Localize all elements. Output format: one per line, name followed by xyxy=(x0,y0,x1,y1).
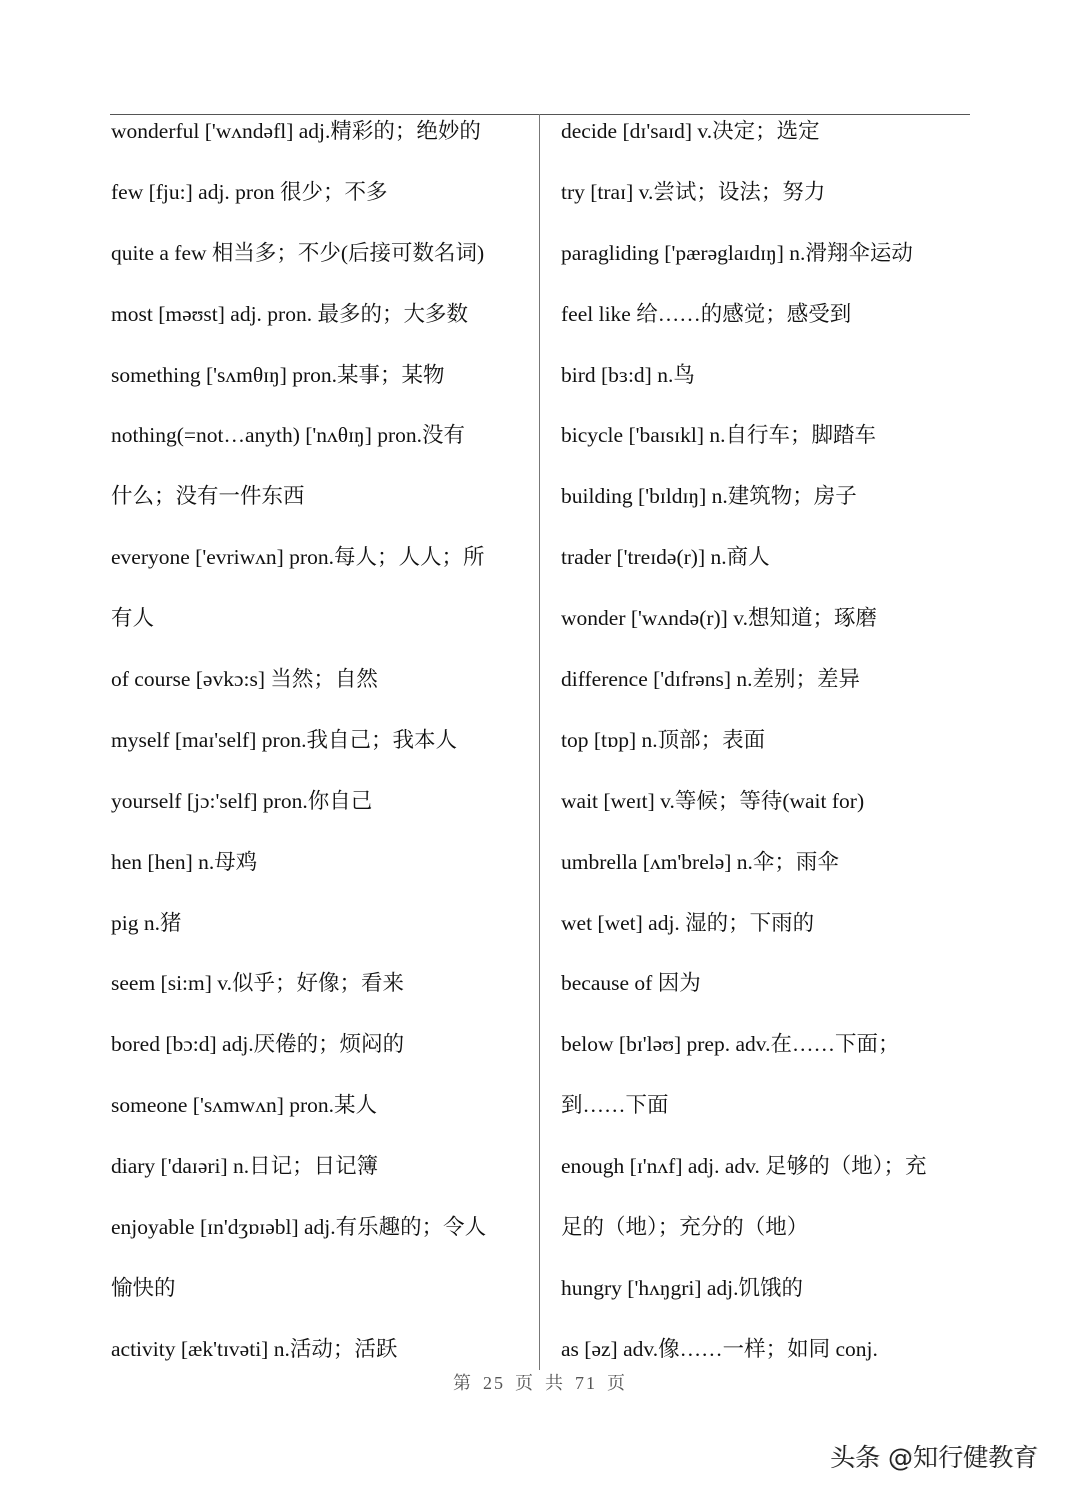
vocab-line: something ['sʌmθɪŋ] pron.某事；某物 xyxy=(111,362,445,387)
vocab-line: decide [dɪ'saɪd] v.决定；选定 xyxy=(561,119,820,143)
vocab-line: of course [əvkɔ:s] 当然；自然 xyxy=(111,667,378,692)
vocab-line: try [traɪ] v.尝试；设法；努力 xyxy=(561,179,826,204)
current-page-number: 25 xyxy=(483,1373,505,1393)
vocab-line: wet [wet] adj. 湿的；下雨的 xyxy=(561,910,815,935)
vocab-line: pig n.猪 xyxy=(111,910,182,935)
column-divider xyxy=(539,114,540,1370)
vocab-line: wonderful ['wʌndəfl] adj.精彩的；绝妙的 xyxy=(111,119,481,143)
vocab-line: quite a few 相当多；不少(后接可数名词) xyxy=(111,240,485,265)
vocab-line: building ['bɪldɪŋ] n.建筑物；房子 xyxy=(561,484,857,509)
vocab-line: everyone ['evriwʌn] pron.每人；人人；所 xyxy=(111,545,485,570)
footer-ye: 页 xyxy=(607,1373,627,1393)
footer-gong: 共 xyxy=(545,1373,565,1393)
vocab-line: hen [hen] n.母鸡 xyxy=(111,849,258,874)
right-column xyxy=(561,101,976,1380)
vocab-line: below [bɪ'ləʊ] prep. adv.在……下面； xyxy=(561,1032,900,1057)
vocab-line: 什么；没有一件东西 xyxy=(111,484,305,509)
vocab-line: diary ['daɪəri] n.日记；日记簿 xyxy=(111,1154,379,1179)
vocab-line: 足的（地）；充分的（地） xyxy=(561,1215,809,1240)
vocab-line: 愉快的 xyxy=(111,1275,176,1300)
vocab-line: as [əz] adv.像……一样；如同 conj. xyxy=(561,1336,878,1361)
footer-ye: 页 xyxy=(515,1373,535,1393)
vocab-line: most [məʊst] adj. pron. 最多的；大多数 xyxy=(111,301,468,326)
footer-di: 第 xyxy=(453,1373,473,1393)
vocab-line: difference ['dɪfrəns] n.差别；差异 xyxy=(561,667,861,692)
vocab-line: wonder ['wʌndə(r)] v.想知道；琢磨 xyxy=(561,606,877,631)
vocab-line: few [fju:] adj. pron 很少；不多 xyxy=(111,179,388,204)
vocab-line: umbrella [ʌm'brelə] n.伞；雨伞 xyxy=(561,849,839,874)
vocab-line: bicycle ['baɪsɪkl] n.自行车；脚踏车 xyxy=(561,423,876,448)
vocab-line: seem [si:m] v.似乎；好像；看来 xyxy=(111,971,405,996)
vocab-line: myself [maɪ'self] pron.我自己；我本人 xyxy=(111,727,458,752)
vocab-line: someone ['sʌmwʌn] pron.某人 xyxy=(111,1093,378,1118)
watermark: 头条 @知行健教育 xyxy=(830,1443,1038,1472)
vocab-line: nothing(=not…anyth) ['nʌθɪŋ] pron.没有 xyxy=(111,423,466,448)
vocab-line: enough [ɪ'nʌf] adj. adv. 足够的（地）；充 xyxy=(561,1154,927,1179)
vocab-line: because of 因为 xyxy=(561,971,701,996)
vocab-line: feel like 给……的感觉；感受到 xyxy=(561,301,852,326)
left-column xyxy=(111,101,531,1380)
vocab-line: yourself [jɔ:'self] pron.你自己 xyxy=(111,788,373,813)
vocab-line: hungry ['hʌŋgri] adj.饥饿的 xyxy=(561,1275,804,1300)
vocab-line: enjoyable [ɪn'dʒɒɪəbl] adj.有乐趣的；令人 xyxy=(111,1215,487,1240)
vocab-line: paragliding ['pærəglaɪdɪŋ] n.滑翔伞运动 xyxy=(561,240,913,265)
vocab-line: 有人 xyxy=(111,606,155,631)
vocab-line: trader ['treɪdə(r)] n.商人 xyxy=(561,545,770,570)
vocab-line: wait [weɪt] v.等候；等待(wait for) xyxy=(561,788,865,813)
vocab-line: top [tɒp] n.顶部；表面 xyxy=(561,727,766,752)
page-footer xyxy=(0,1369,1080,1395)
vocab-line: bird [bɜ:d] n.鸟 xyxy=(561,362,695,387)
vocab-line: activity [æk'tɪvəti] n.活动；活跃 xyxy=(111,1336,398,1361)
total-pages-number: 71 xyxy=(575,1373,597,1393)
vocab-line: bored [bɔ:d] adj.厌倦的；烦闷的 xyxy=(111,1032,405,1057)
vocab-line: 到……下面 xyxy=(561,1093,669,1118)
